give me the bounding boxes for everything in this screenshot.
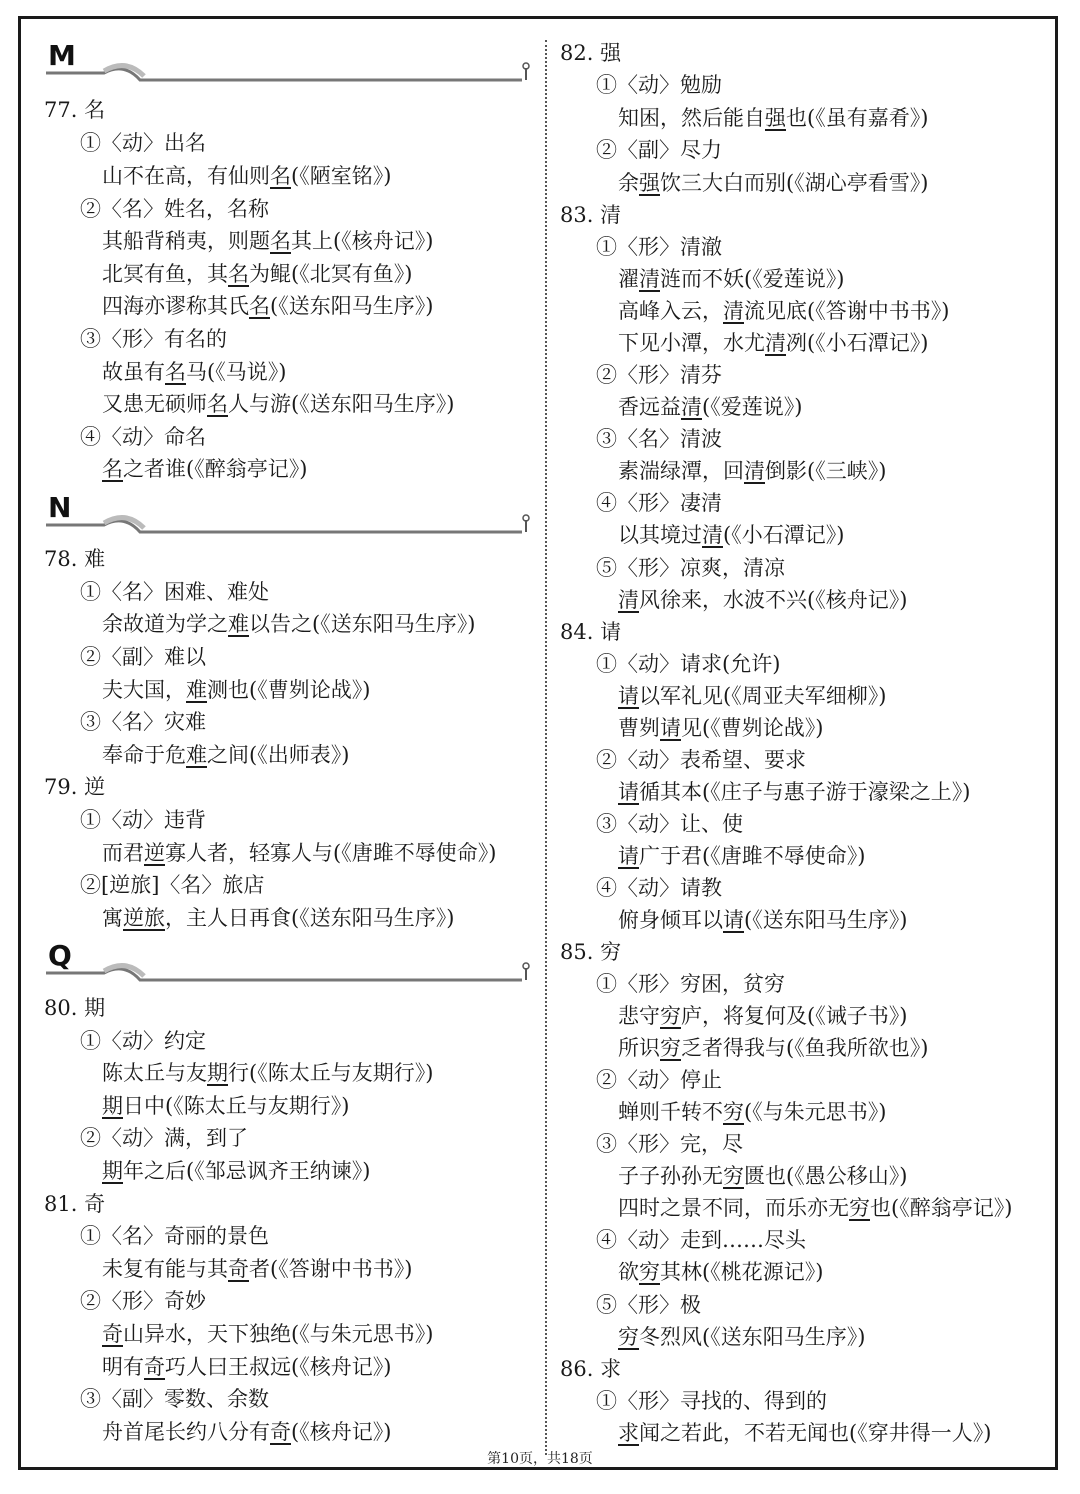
- letter-banner-n: [44, 492, 534, 540]
- sense: ①〈动〉勉励: [596, 73, 722, 97]
- entry-head: 86. 求: [560, 1357, 622, 1381]
- sense: ②〈动〉停止: [596, 1068, 722, 1092]
- sense: ①〈动〉违背: [80, 808, 206, 832]
- banner-swoosh: [44, 492, 534, 540]
- entry-head: 78. 难: [44, 547, 106, 571]
- example: 名之者谁(《醉翁亭记》): [102, 457, 308, 481]
- example: 而君逆寡人者，轻寡人与(《唐雎不辱使命》): [102, 841, 497, 865]
- sense: ⑤〈形〉极: [596, 1293, 701, 1317]
- example: 子子孙孙无穷匮也(《愚公移山》): [618, 1164, 908, 1188]
- example: 香远益清(《爱莲说》): [618, 395, 803, 419]
- example: 四时之景不同，而乐亦无穷也(《醉翁亭记》): [618, 1196, 1013, 1220]
- letter-q: Q: [48, 939, 72, 972]
- example: 知困，然后能自强也(《虽有嘉肴》): [618, 106, 929, 130]
- example: 又患无硕师名人与游(《送东阳马生序》): [102, 392, 455, 416]
- sense: ④〈形〉凄清: [596, 491, 722, 515]
- sense: ①〈形〉寻找的、得到的: [596, 1389, 827, 1413]
- sense: ④〈动〉走到……尽头: [596, 1228, 806, 1252]
- sense: ③〈动〉让、使: [596, 812, 743, 836]
- example: 请广于君(《唐雎不辱使命》): [618, 844, 866, 868]
- sense: ③〈形〉有名的: [80, 327, 227, 351]
- example: 清风徐来，水波不兴(《核舟记》): [618, 588, 908, 612]
- sense: ①〈动〉请求(允许): [596, 652, 781, 676]
- example: 舟首尾长约八分有奇(《核舟记》): [102, 1420, 392, 1444]
- sense: ③〈名〉清波: [596, 427, 722, 451]
- sense: ②〈副〉难以: [80, 645, 206, 669]
- letter-banner-m: [44, 40, 534, 88]
- entry-head: 83. 清: [560, 203, 622, 227]
- sense: ②〈形〉奇妙: [80, 1289, 206, 1313]
- example: 期日中(《陈太丘与友期行》): [102, 1094, 350, 1118]
- example: 求闻之若此，不若无闻也(《穿井得一人》): [618, 1421, 992, 1445]
- entry-head: 77. 名: [44, 98, 106, 122]
- sense: ④〈动〉请教: [596, 876, 722, 900]
- sense: ①〈形〉清澈: [596, 235, 722, 259]
- example: 欲穷其林(《桃花源记》): [618, 1260, 824, 1284]
- example: 穷冬烈风(《送东阳马生序》): [618, 1325, 866, 1349]
- example: 其船背稍夷，则题名其上(《核舟记》): [102, 229, 434, 253]
- example: 明有奇巧人曰王叔远(《核舟记》): [102, 1355, 392, 1379]
- example: 北冥有鱼，其名为鲲(《北冥有鱼》): [102, 262, 413, 286]
- sense: ②〈形〉清芬: [596, 363, 722, 387]
- example: 寓逆旅，主人日再食(《送东阳马生序》): [102, 906, 455, 930]
- sense: ③〈名〉灾难: [80, 710, 206, 734]
- example: 余故道为学之难以告之(《送东阳马生序》): [102, 612, 476, 636]
- column-divider: [545, 40, 547, 1455]
- sense: ②[逆旅]〈名〉旅店: [80, 873, 265, 897]
- banner-swoosh: [44, 40, 534, 88]
- entry-head: 84. 请: [560, 620, 622, 644]
- example: 夫大国，难测也(《曹刿论战》): [102, 678, 371, 702]
- example: 以其境过清(《小石潭记》): [618, 523, 845, 547]
- page-footer: 第10页，共18页: [487, 1451, 593, 1467]
- example: 故虽有名马(《马说》): [102, 360, 287, 384]
- example: 濯清涟而不妖(《爱莲说》): [618, 267, 845, 291]
- letter-m: M: [48, 39, 76, 72]
- banner-swoosh: [44, 940, 534, 988]
- example: 余强饮三大白而别(《湖心亭看雪》): [618, 171, 929, 195]
- example: 请以军礼见(《周亚夫军细柳》): [618, 684, 887, 708]
- sense: ②〈副〉尽力: [596, 138, 722, 162]
- sense: ③〈副〉零数、余数: [80, 1387, 269, 1411]
- example: 四海亦谬称其氏名(《送东阳马生序》): [102, 294, 434, 318]
- example: 奇山异水，天下独绝(《与朱元思书》): [102, 1322, 434, 1346]
- sense: ①〈名〉困难、难处: [80, 580, 269, 604]
- sense: ⑤〈形〉凉爽，清凉: [596, 556, 785, 580]
- example: 下见小潭，水尤清冽(《小石潭记》): [618, 331, 929, 355]
- example: 陈太丘与友期行(《陈太丘与友期行》): [102, 1061, 434, 1085]
- sense: ②〈名〉姓名，名称: [80, 197, 269, 221]
- letter-banner-q: [44, 940, 534, 988]
- example: 奉命于危难之间(《出师表》): [102, 743, 350, 767]
- example: 高峰入云，清流见底(《答谢中书书》): [618, 299, 950, 323]
- example: 所识穷乏者得我与(《鱼我所欲也》): [618, 1036, 929, 1060]
- sense: ①〈名〉奇丽的景色: [80, 1224, 269, 1248]
- entry-head: 85. 穷: [560, 940, 622, 964]
- entry-head: 82. 强: [560, 41, 622, 65]
- sense: ③〈形〉完，尽: [596, 1132, 743, 1156]
- sense: ①〈动〉约定: [80, 1029, 206, 1053]
- sense: ①〈动〉出名: [80, 131, 206, 155]
- example: 俯身倾耳以请(《送东阳马生序》): [618, 908, 908, 932]
- example: 蝉则千转不穷(《与朱元思书》): [618, 1100, 887, 1124]
- letter-n: N: [48, 491, 72, 524]
- entry-head: 80. 期: [44, 996, 106, 1020]
- sense: ②〈动〉表希望、要求: [596, 748, 806, 772]
- sense: ①〈形〉穷困，贫穷: [596, 972, 785, 996]
- example: 山不在高，有仙则名(《陋室铭》): [102, 164, 392, 188]
- entry-head: 81. 奇: [44, 1192, 106, 1216]
- example: 期年之后(《邹忌讽齐王纳谏》): [102, 1159, 371, 1183]
- sense: ④〈动〉命名: [80, 425, 206, 449]
- sense: ②〈动〉满，到了: [80, 1126, 248, 1150]
- example: 未复有能与其奇者(《答谢中书书》): [102, 1257, 413, 1281]
- example: 悲守穷庐，将复何及(《诫子书》): [618, 1004, 908, 1028]
- entry-head: 79. 逆: [44, 775, 106, 799]
- example: 素湍绿潭，回清倒影(《三峡》): [618, 459, 887, 483]
- example: 请循其本(《庄子与惠子游于濠梁之上》): [618, 780, 971, 804]
- example: 曹刿请见(《曹刿论战》): [618, 716, 824, 740]
